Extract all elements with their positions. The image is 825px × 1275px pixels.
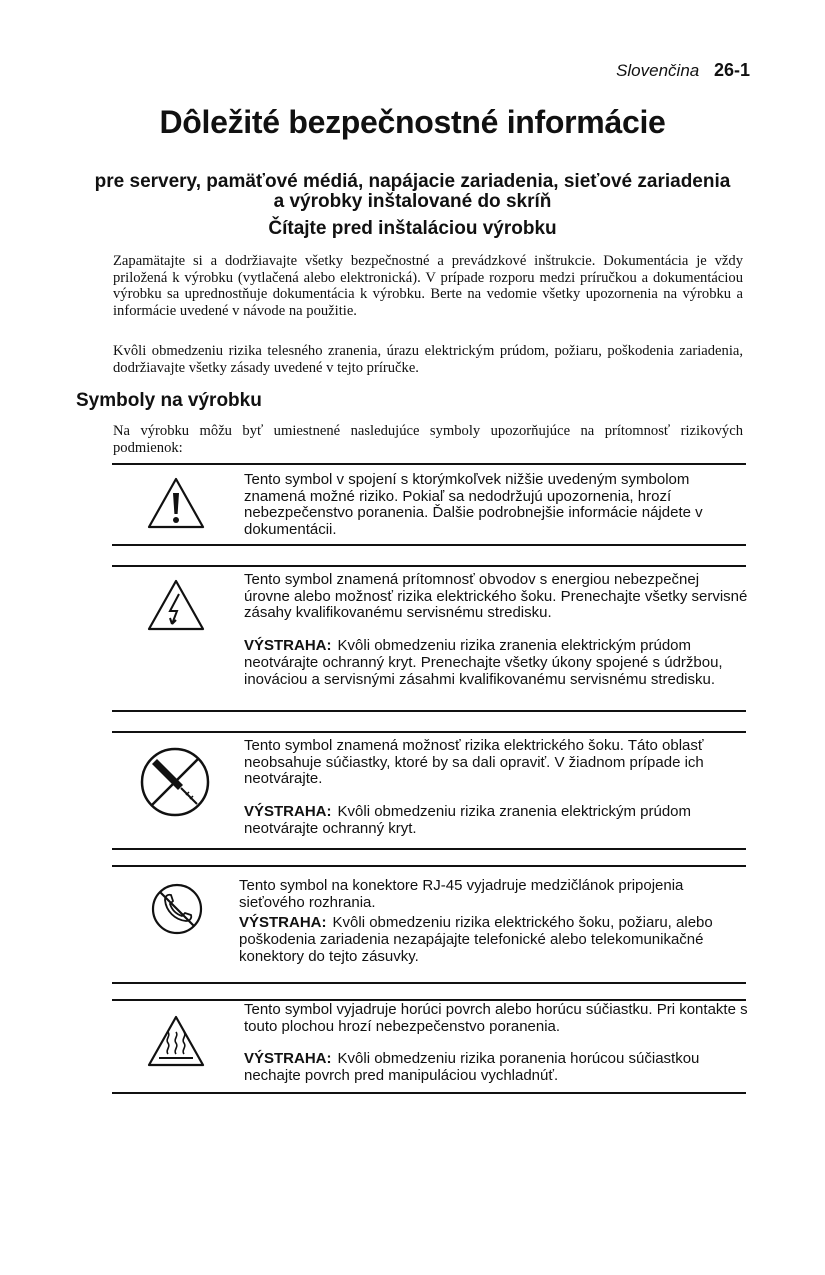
page-number: 26-1	[713, 60, 750, 80]
page-subtitle: pre servery, pamäťové médiá, napájacie zariadenia, sieťové zariadenia a výrobky inštalované do skríň	[94, 171, 731, 212]
header-language: Slovenčina	[616, 61, 700, 80]
intro-paragraph-1: Zapamätajte si a dodržiavajte všetky bezpečnostné a prevádzkové inštrukcie. Dokumentácia je vždy priložená k výrobku (vytlačená alebo elektronická). V prípade rozporu medzi príručkou a dokumentáciou výrobku sa uprednostňuje dokumentácia k výrobku. Berte na vedomie všetky upozornenia na výrobku a informácie uvedené v návode na použitie.	[113, 253, 743, 319]
warning-triangle-icon	[146, 476, 206, 535]
no-tools-icon	[139, 746, 211, 823]
warning-label: VÝSTRAHA:	[244, 637, 332, 655]
page-title: Dôležité bezpečnostné informácie	[159, 104, 666, 140]
divider	[112, 544, 746, 546]
symbol-row-electrical	[112, 568, 746, 710]
symbol-description: Tento symbol vyjadruje horúci povrch alebo horúcu súčiastku. Pri kontakte s touto plochou hrozí nebezpečenstvo poranenia. VÝSTRAHA: Kvôli obmedzeniu rizika poranenia horúcou súčiastkou nechajte povrch pred manipuláciou vychladnúť.	[244, 1001, 748, 1085]
symbol-row-warning	[112, 466, 746, 544]
read-before-install-heading: Čítajte pred inštaláciou výrobku	[268, 218, 557, 239]
divider	[112, 848, 746, 850]
divider	[112, 982, 746, 984]
warning-label: VÝSTRAHA:	[244, 803, 332, 821]
divider	[112, 865, 746, 867]
symbols-intro: Na výrobku môžu byť umiestnené nasledujúce symboly upozorňujúce na prítomnosť rizikových podmienok:	[113, 423, 743, 456]
symbol-description: Tento symbol znamená prítomnosť obvodov s energiou nebezpečnej úrovne alebo možnosť rizika elektrického šoku. Prenechajte všetky servisné zásahy kvalifikovanému servisnému stredisku. VÝSTRAHA: Kvôli obmedzeniu rizika zranenia elektrickým prúdom neotvárajte ochranný kryt. Prenechajte všetky úkony spojené s údržbou, inováciou a servisnými zásahmi kvalifikovanému servisnému stredisku.	[244, 571, 748, 688]
symbols-heading: Symboly na výrobku	[76, 390, 262, 411]
page-header	[616, 60, 750, 81]
intro-paragraph-2: Kvôli obmedzeniu rizika telesného zranenia, úrazu elektrickým prúdom, požiaru, poškodenia zariadenia, dodržiavajte všetky zásady uvedené v tejto príručke.	[113, 343, 743, 376]
symbol-description: Tento symbol na konektore RJ-45 vyjadruje medzičlánok pripojenia sieťového rozhrania. VÝSTRAHA: Kvôli obmedzeniu rizika elektrického šoku, požiaru, alebo poškodenia zariadenia nezapájajte telefonické alebo telekomunikačné konektory do tejto zásuvky.	[239, 877, 713, 965]
divider	[112, 463, 746, 465]
symbol-row-hot-surface	[112, 1002, 746, 1092]
electrical-hazard-icon	[146, 578, 206, 637]
symbol-description: Tento symbol v spojení s ktorýmkoľvek nižšie uvedeným symbolom znamená možné riziko. Pokiaľ sa nedodržujú upozornenia, hrozí nebezpečenstvo poranenia. Ďalšie podrobnejšie informácie nájdete v dokumentácii.	[244, 471, 703, 539]
symbol-description: Tento symbol znamená možnosť rizika elektrického šoku. Táto oblasť neobsahuje súčiastky, ktoré by sa dali opraviť. V žiadnom prípade ich neotvárajte. VÝSTRAHA: Kvôli obmedzeniu rizika zranenia elektrickým prúdom neotvárajte ochranný kryt.	[244, 737, 704, 837]
warning-label: VÝSTRAHA:	[239, 914, 327, 932]
divider	[112, 710, 746, 712]
divider	[112, 1092, 746, 1094]
no-telephone-icon	[150, 882, 204, 941]
divider	[112, 565, 746, 567]
hot-surface-icon	[146, 1014, 206, 1073]
divider	[112, 731, 746, 733]
warning-label: VÝSTRAHA:	[244, 1050, 332, 1068]
symbol-row-no-service	[112, 734, 746, 848]
symbol-row-rj45	[112, 868, 746, 982]
